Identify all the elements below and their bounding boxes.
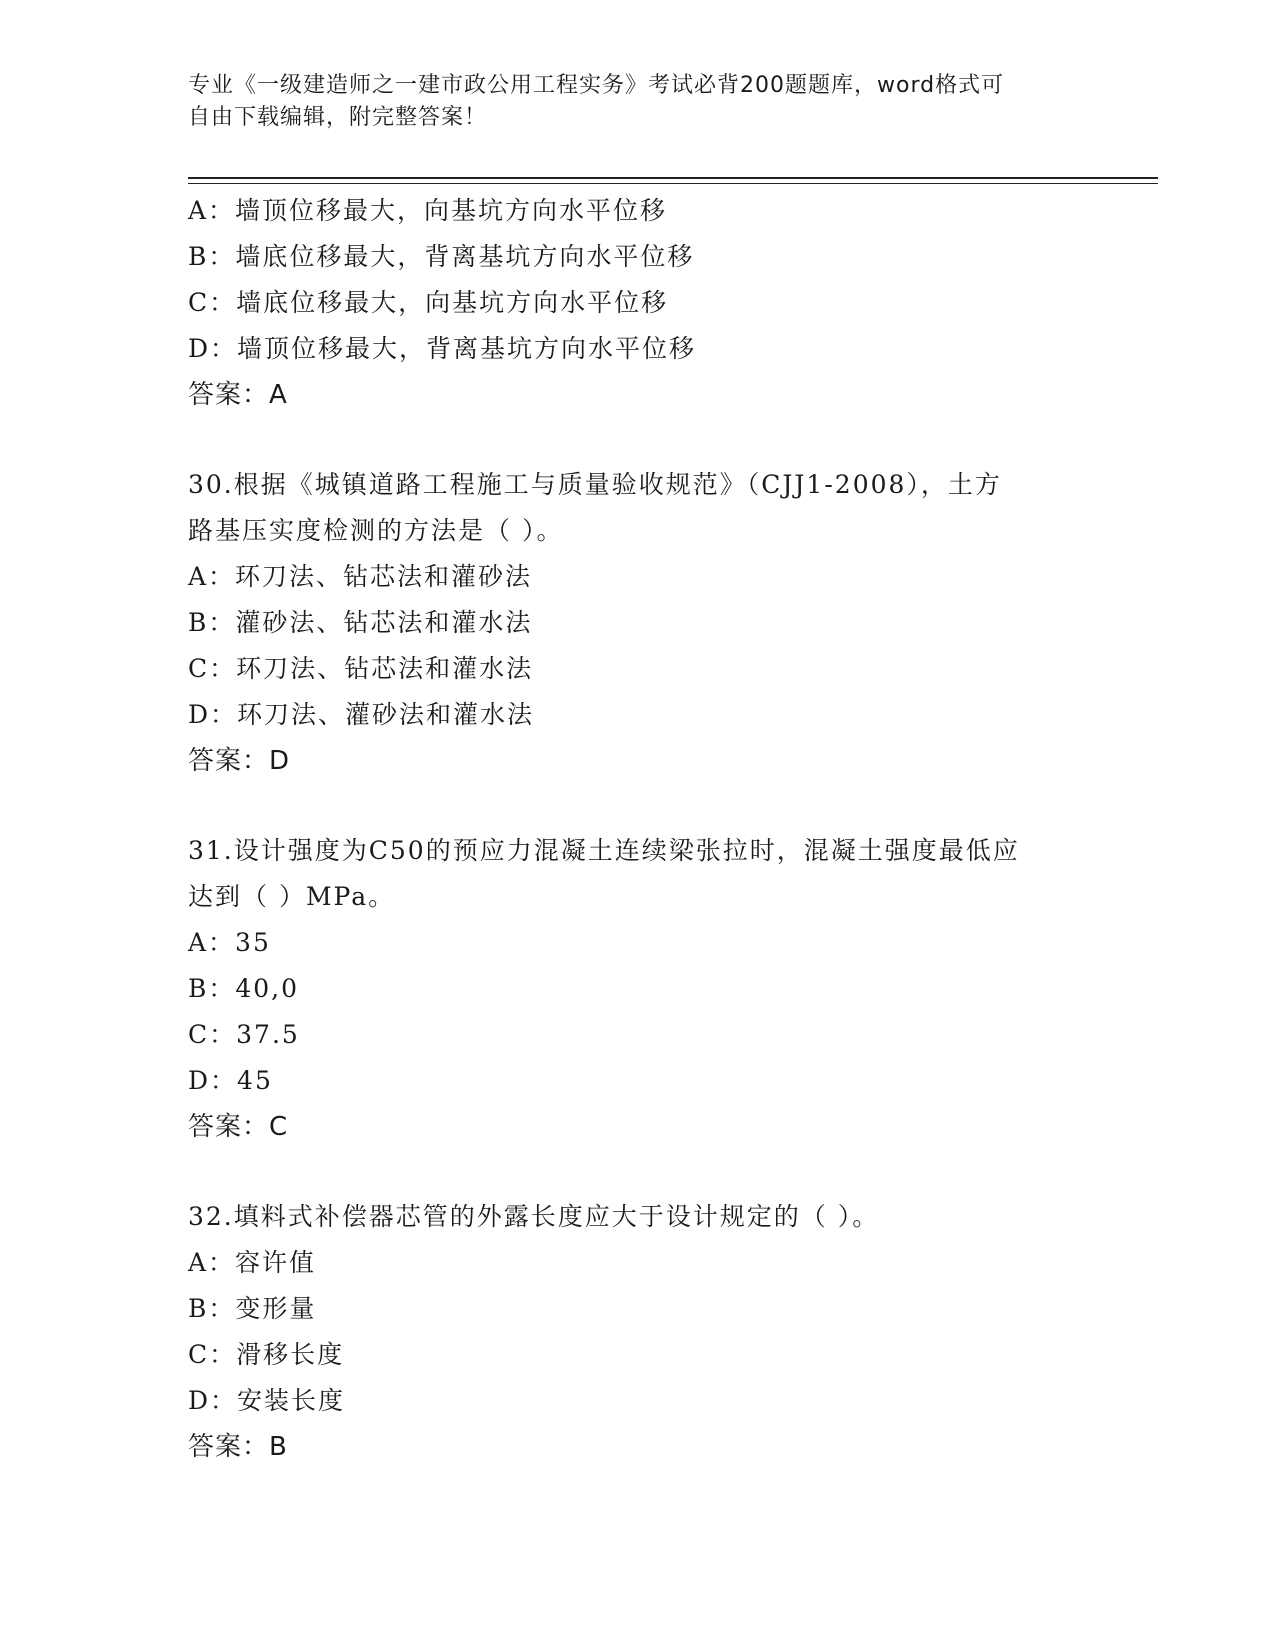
option-d: D：环刀法、灌砂法和灌水法 [188, 700, 535, 729]
spacer [188, 418, 1088, 462]
option-d: D：安装长度 [188, 1386, 346, 1415]
option-b: B：灌砂法、钻芯法和灌水法 [188, 608, 533, 637]
option-d: D：墙顶位移最大，背离基坑方向水平位移 [188, 334, 697, 363]
option-a: A：容许值 [188, 1248, 317, 1277]
option-c: C：环刀法、钻芯法和灌水法 [188, 654, 534, 683]
option-a: A：环刀法、钻芯法和灌砂法 [188, 562, 533, 591]
answer-line: 答案：A [188, 380, 288, 410]
document-header [188, 70, 1088, 134]
question-list [188, 188, 1088, 1470]
option-a: A：墙顶位移最大，向基坑方向水平位移 [188, 196, 668, 225]
option-b: B：墙底位移最大，背离基坑方向水平位移 [188, 242, 695, 271]
question-stem: 32.填料式补偿器芯管的外露长度应大于设计规定的（ ）。 [188, 1202, 880, 1231]
option-c: C：37.5 [188, 1020, 300, 1049]
header-divider-thin [188, 183, 1158, 184]
spacer [188, 784, 1088, 828]
question-stem: 30.根据《城镇道路工程施工与质量验收规范》（CJJ1-2008），土方 [188, 470, 1002, 499]
question-stem: 31.设计强度为C50的预应力混凝土连续梁张拉时，混凝土强度最低应 [188, 836, 1020, 865]
question-block-30 [188, 462, 1088, 784]
header-line-2: 自由下载编辑，附完整答案！ [188, 105, 488, 130]
option-b: B：变形量 [188, 1294, 317, 1323]
option-c: C：墙底位移最大，向基坑方向水平位移 [188, 288, 669, 317]
option-b: B：40,0 [188, 974, 300, 1003]
option-c: C：滑移长度 [188, 1340, 345, 1369]
spacer [188, 1150, 1088, 1194]
answer-line: 答案：D [188, 746, 291, 776]
header-line-1: 专业《一级建造师之一建市政公用工程实务》考试必背200题题库，word格式可 [188, 73, 1005, 98]
answer-line: 答案：C [188, 1112, 289, 1142]
question-block-prev [188, 188, 1088, 418]
header-divider-thick [188, 177, 1158, 179]
option-d: D：45 [188, 1066, 273, 1095]
question-block-32 [188, 1194, 1088, 1470]
question-block-31 [188, 828, 1088, 1150]
question-stem-cont: 达到（ ）MPa。 [188, 882, 396, 911]
question-stem-cont: 路基压实度检测的方法是（ ）。 [188, 516, 564, 545]
option-a: A：35 [188, 928, 271, 957]
answer-line: 答案：B [188, 1432, 288, 1462]
